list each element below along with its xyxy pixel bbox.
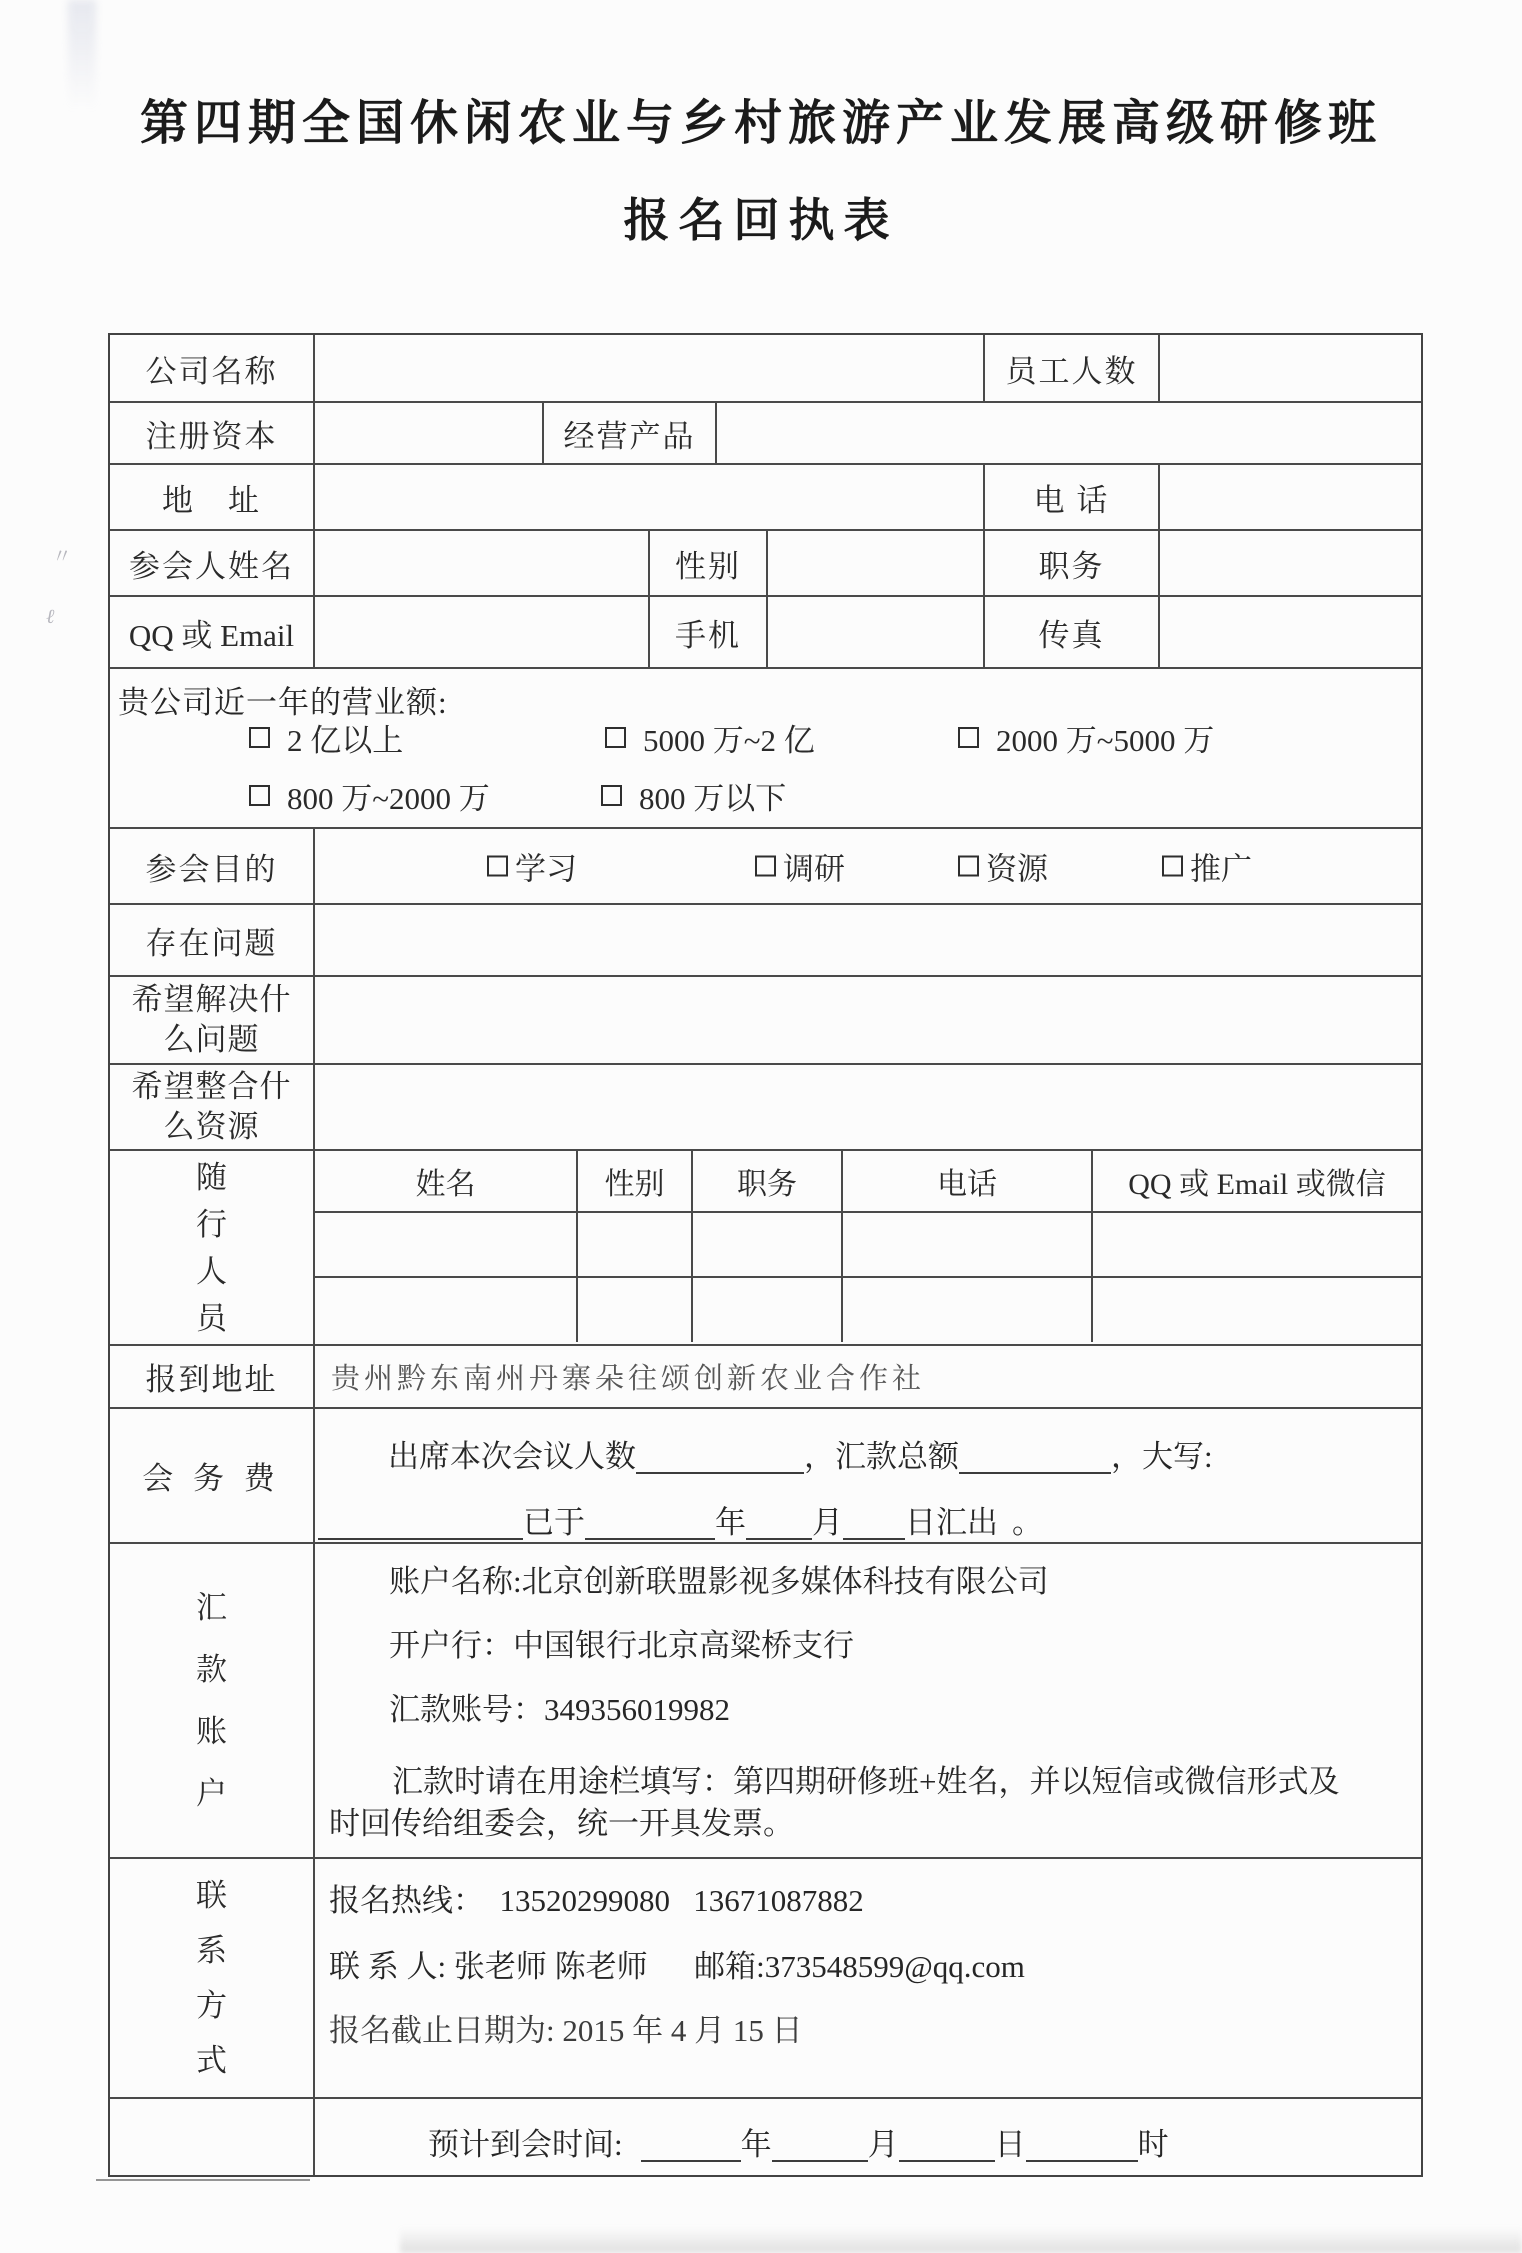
table-row [110,597,1421,669]
remittance-account-name: 账户名称:北京创新联盟影视多媒体科技有限公司 [389,1564,1049,1599]
checkin-address-label: 报到地址 [110,1346,315,1407]
fee-line-1: 出席本次会议人数 ，汇款总额 ，大写: [388,1439,1213,1474]
arrival-line: 预计到会时间: 年 月 日 时 [428,2127,1169,2162]
companions-label: 随行人员 [110,1151,315,1344]
fill-blank [318,1538,523,1540]
table-row [110,1346,1421,1409]
qq-email-field [315,597,650,667]
companion-contact-field [1093,1278,1421,1342]
purpose-option [1162,844,1252,889]
companions-empty-row [315,1213,1421,1278]
phone-field [1160,465,1421,529]
companions-col-contact: QQ 或 Email 或微信 [1128,1168,1386,1201]
table-row [110,829,1421,905]
table-row-revenue [110,669,1421,829]
remittance-note-line2: 时回传给组委会，统一开具发票。 [329,1806,794,1841]
revenue-option-label: 800 万以下 [639,781,787,816]
employee-count-field [1160,335,1421,401]
fill-blank [843,1538,905,1540]
checkbox-icon [601,785,622,806]
table-row [110,403,1421,465]
fill-blank [641,2160,741,2162]
companion-position-field [693,1213,843,1276]
purpose-options [315,829,1421,903]
contact-persons: 联 系 人: 张老师 陈老师 邮箱:373548599@qq.com [329,1949,1025,1984]
companion-phone-field [843,1278,1093,1342]
purpose-option [958,844,1048,889]
solve-field [315,977,1421,1063]
position-label: 职务 [985,531,1160,595]
table-row-companions [110,1151,1421,1346]
revenue-option-label: 5000 万~2 亿 [643,723,815,758]
revenue-option [249,773,490,818]
problems-label: 存在问题 [110,905,315,975]
companions-col-name: 姓名 [315,1151,578,1211]
conference-fee-label: 会 务 费 [110,1409,315,1542]
table-row [110,977,1421,1065]
checkbox-icon [249,785,270,806]
attendee-name-field [315,531,650,595]
revenue-option-label: 800 万~2000 万 [287,781,490,816]
remittance-account-number: 汇款账号：349356019982 [389,1692,730,1727]
employee-count-label: 员工人数 [985,335,1160,401]
registered-capital-label: 注册资本 [110,403,315,463]
purpose-option-label: 资源 [986,851,1048,887]
revenue-heading: 贵公司近一年的营业额: [118,685,448,720]
checkbox-icon [487,856,508,877]
position-field [1160,531,1421,595]
page-title: 第四期全国休闲农业与乡村旅游产业发展高级研修班 [139,97,1382,150]
revenue-option-label: 2 亿以上 [287,723,404,758]
revenue-option-label: 2000 万~5000 万 [996,723,1215,758]
checkin-address-value: 贵州黔东南州丹寨朵往颂创新农业合作社 [331,1363,926,1395]
table-row [110,531,1421,597]
remittance-note-line1: 汇款时请在用途栏填写：第四期研修班+姓名，并以短信或微信形式及 [392,1764,1340,1799]
fax-field [1160,597,1421,667]
conference-fee-content [315,1409,1421,1542]
companion-name-field [315,1278,578,1342]
purpose-option-label: 推广 [1190,851,1252,887]
purpose-option-label: 调研 [783,851,845,887]
table-row [110,1065,1421,1151]
pencil-mark: ℓ [46,606,55,628]
fill-blank [772,2160,868,2162]
revenue-option [601,773,786,818]
purpose-label: 参会目的 [110,829,315,903]
companion-contact-field [1093,1213,1421,1276]
companions-col-phone: 电话 [843,1151,1093,1211]
arrival-content [315,2099,1421,2175]
empty-cell [110,2099,315,2175]
revenue-option [249,715,403,760]
page-subtitle: 报名回执表 [623,195,899,246]
companion-position-field [693,1278,843,1342]
remittance-content [315,1544,1421,1857]
companions-col-position: 职务 [693,1151,843,1211]
contact-deadline: 报名截止日期为: 2015 年 4 月 15 日 [329,2013,803,2048]
registration-form-table [108,333,1423,2177]
fill-blank [585,1538,715,1540]
integrate-label: 希望整合什么资源 [110,1065,315,1149]
company-name-label: 公司名称 [110,335,315,401]
company-name-field [315,335,985,401]
checkbox-icon [958,727,979,748]
table-row-remittance [110,1544,1421,1859]
problems-field [315,905,1421,975]
scan-shadow [400,2227,1522,2253]
purpose-option [755,844,845,889]
remittance-account-label: 汇款账户 [110,1544,315,1857]
gender-label: 性别 [650,531,768,595]
table-row-arrival [110,2099,1421,2175]
scan-artifact-line [96,2179,310,2181]
companions-subtable [315,1151,1421,1344]
revenue-option [605,715,815,760]
contact-label: 联系方式 [110,1859,315,2097]
companion-gender-field [578,1278,693,1342]
address-field [315,465,985,529]
pencil-mark: 〃 [52,546,72,568]
fill-blank [636,1472,804,1474]
fax-label: 传真 [985,597,1160,667]
checkbox-icon [1162,856,1183,877]
checkbox-icon [605,727,626,748]
checkbox-icon [958,856,979,877]
attendee-name-label: 参会人姓名 [110,531,315,595]
integrate-field [315,1065,1421,1149]
fill-blank [1026,2160,1138,2162]
contact-content [315,1859,1421,2097]
registered-capital-field [315,403,544,463]
mobile-label: 手机 [650,597,768,667]
fill-blank [959,1472,1111,1474]
solve-label: 希望解决什么问题 [110,977,315,1063]
checkbox-icon [249,727,270,748]
gender-field [768,531,985,595]
fill-blank [899,2160,995,2162]
companion-gender-field [578,1213,693,1276]
table-row-fee [110,1409,1421,1544]
table-row [110,465,1421,531]
remittance-bank: 开户行：中国银行北京高粱桥支行 [389,1628,854,1663]
table-row [110,335,1421,403]
revenue-option [958,715,1214,760]
companion-name-field [315,1213,578,1276]
purpose-option-label: 学习 [515,851,577,887]
address-label: 地 址 [110,465,315,529]
qq-email-label: QQ 或 Email [110,597,315,667]
products-label: 经营产品 [544,403,717,463]
revenue-section [110,669,1421,827]
arrival-label: 预计到会时间: [428,2127,623,2162]
fee-line-2: 已于 年 月 日汇出 。 [318,1497,1043,1542]
companions-header-row [315,1151,1421,1213]
table-row-contact [110,1859,1421,2099]
fill-blank [746,1538,812,1540]
products-field [717,403,1421,463]
companions-empty-row [315,1278,1421,1342]
phone-label: 电 话 [985,465,1160,529]
checkbox-icon [755,856,776,877]
purpose-option [487,844,577,889]
table-row [110,905,1421,977]
companion-phone-field [843,1213,1093,1276]
companions-col-gender: 性别 [578,1151,693,1211]
mobile-field [768,597,985,667]
contact-hotline: 报名热线： 13520299080 13671087882 [329,1883,864,1918]
